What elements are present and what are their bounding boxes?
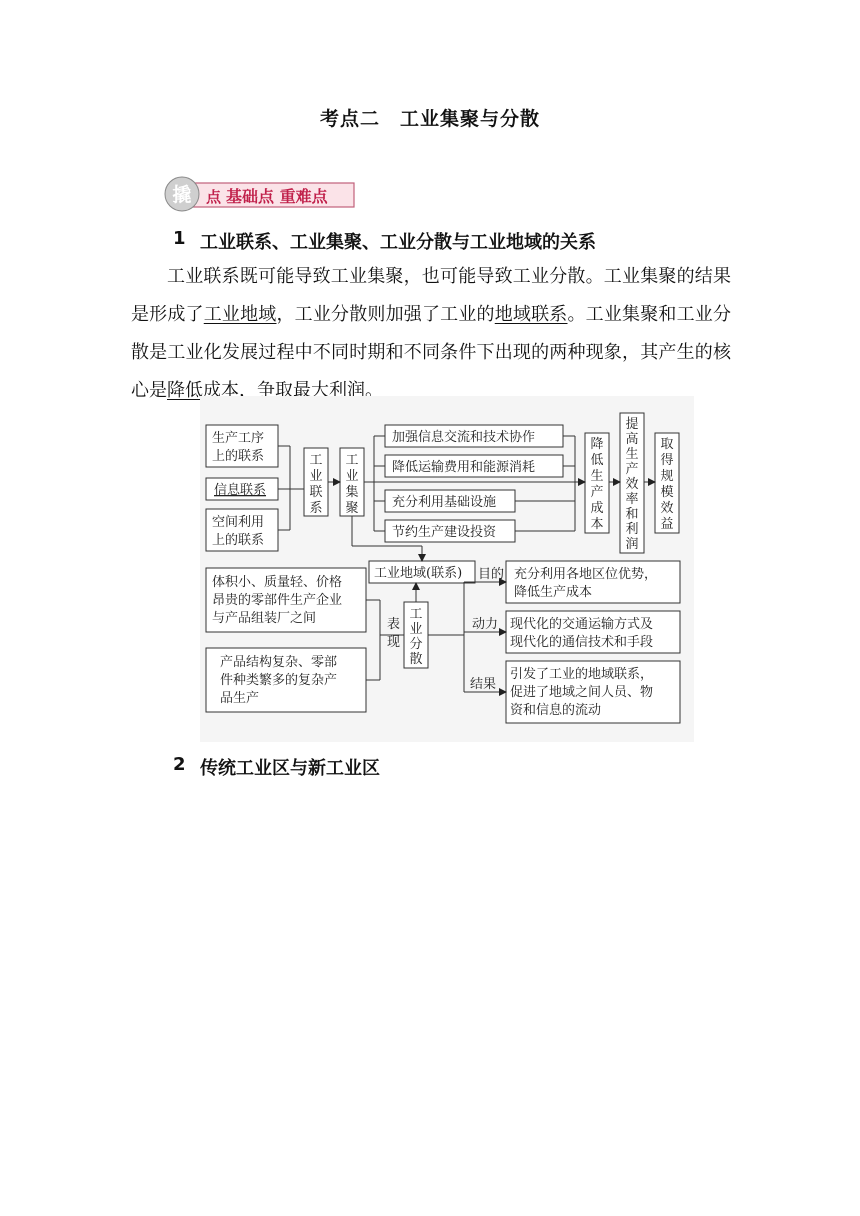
diagram-label: 模 bbox=[660, 485, 674, 500]
diagram-label: 空间利用 bbox=[212, 515, 265, 530]
diagram-label: 提 bbox=[625, 417, 639, 432]
diagram-label: 体积小、质量轻、价格 bbox=[212, 575, 343, 590]
diagram-label: 系 bbox=[309, 501, 323, 516]
diagram-label: 取 bbox=[660, 437, 674, 452]
diagram-label: 润 bbox=[625, 537, 639, 552]
diagram-label: 业 bbox=[309, 469, 323, 484]
diagram-label: 效 bbox=[625, 477, 639, 492]
diagram-label: 上的联系 bbox=[212, 533, 265, 548]
section-2-title: 传统工业区与新工业区 bbox=[200, 758, 380, 779]
diagram-label: 生产工序 bbox=[212, 431, 265, 446]
paragraph-text: ，争取最大利润。 bbox=[239, 380, 383, 401]
diagram-label: 散 bbox=[409, 652, 423, 667]
diagram-label: 节约生产建设投资 bbox=[392, 525, 497, 540]
section-badge bbox=[160, 176, 356, 212]
diagram-label: 集 bbox=[345, 485, 359, 500]
diagram-label: 生 bbox=[625, 447, 639, 462]
diagram-label: 表 bbox=[387, 617, 401, 632]
badge-emblem-suffix: 点 bbox=[206, 188, 222, 206]
diagram-label: 工 bbox=[345, 453, 359, 468]
paragraph-underline: 工业地域 bbox=[203, 304, 277, 325]
diagram-label: 加强信息交流和技术协作 bbox=[392, 430, 536, 445]
diagram-label: 上的联系 bbox=[212, 449, 265, 464]
badge-label: 基础点 重难点 bbox=[226, 187, 328, 206]
diagram-label: 充分利用各地区位优势， bbox=[514, 567, 658, 582]
diagram-label: 工 bbox=[409, 607, 423, 622]
diagram-label: 率 bbox=[625, 492, 639, 507]
diagram-label: 件种类繁多的复杂产 bbox=[220, 673, 338, 688]
diagram-label: 低 bbox=[590, 453, 604, 468]
diagram-label: 产 bbox=[590, 485, 604, 500]
diagram-label: 利 bbox=[625, 522, 639, 537]
paragraph-text: 。工业集聚和工业分散是工业化发展过程中不同时期和不同条件下出现的两种现象，其产生的核心是 bbox=[131, 304, 731, 401]
section-1-number: 1 bbox=[173, 228, 186, 249]
diagram-label: 规 bbox=[660, 469, 674, 484]
diagram-label: 品生产 bbox=[220, 691, 260, 706]
diagram-label: 降 bbox=[590, 437, 604, 452]
diagram-label: 本 bbox=[590, 517, 604, 532]
diagram-label: 得 bbox=[660, 453, 674, 468]
diagram-label: 联 bbox=[309, 485, 323, 500]
paragraph-text: 工业联系既可能导致工业集聚，也可能导致工业分散。工业集聚的结果是形成了 bbox=[131, 266, 731, 325]
diagram-label: 产品结构复杂、零部 bbox=[220, 655, 338, 670]
diagram-label: 聚 bbox=[345, 501, 359, 516]
diagram-label: 效 bbox=[660, 501, 674, 516]
diagram-label: 降低生产成本 bbox=[514, 585, 593, 600]
diagram-label: 高 bbox=[625, 432, 639, 447]
paragraph-text: ，工业分散则加强了工业的 bbox=[276, 304, 495, 325]
diagram-label: 动力 bbox=[472, 617, 499, 632]
page-title: 考点二 工业集聚与分散 bbox=[319, 108, 540, 130]
diagram-label: 成 bbox=[590, 501, 604, 516]
diagram-label: 工业地域(联系) bbox=[374, 566, 463, 581]
diagram-label: 益 bbox=[660, 517, 674, 532]
paragraph-underline: 降低成本 bbox=[167, 380, 239, 401]
relationship-diagram bbox=[200, 396, 694, 742]
diagram-label: 昂贵的零部件生产企业 bbox=[212, 593, 343, 608]
diagram-label: 生 bbox=[590, 469, 604, 484]
diagram-label: 工 bbox=[309, 453, 323, 468]
diagram-label: 资和信息的流动 bbox=[510, 703, 602, 718]
diagram-label: 目的 bbox=[478, 567, 505, 582]
diagram-label: 现 bbox=[387, 635, 401, 650]
diagram-label: 充分利用基础设施 bbox=[392, 495, 497, 510]
diagram-label: 引发了工业的地域联系， bbox=[510, 667, 654, 682]
diagram-label: 分 bbox=[409, 637, 423, 652]
diagram-label: 现代化的通信技术和手段 bbox=[510, 635, 654, 650]
section-1-title: 工业联系、工业集聚、工业分散与工业地域的关系 bbox=[200, 232, 596, 253]
section-1-paragraph bbox=[131, 258, 731, 410]
paragraph-underline: 地域联系 bbox=[494, 304, 568, 325]
diagram-label: 现代化的交通运输方式及 bbox=[510, 617, 654, 632]
diagram-label: 业 bbox=[409, 622, 423, 637]
diagram-label: 产 bbox=[625, 462, 639, 477]
diagram-label: 与产品组装厂之间 bbox=[212, 611, 317, 626]
diagram-label: 降低运输费用和能源消耗 bbox=[392, 460, 536, 475]
diagram-label: 结果 bbox=[470, 677, 497, 692]
badge-emblem: 撬 bbox=[172, 184, 192, 206]
diagram-label: 信息联系 bbox=[214, 483, 267, 498]
diagram-label: 和 bbox=[625, 507, 639, 522]
diagram-label: 业 bbox=[345, 469, 359, 484]
section-2-number: 2 bbox=[173, 754, 186, 775]
diagram-label: 促进了地域之间人员、物 bbox=[510, 685, 654, 700]
